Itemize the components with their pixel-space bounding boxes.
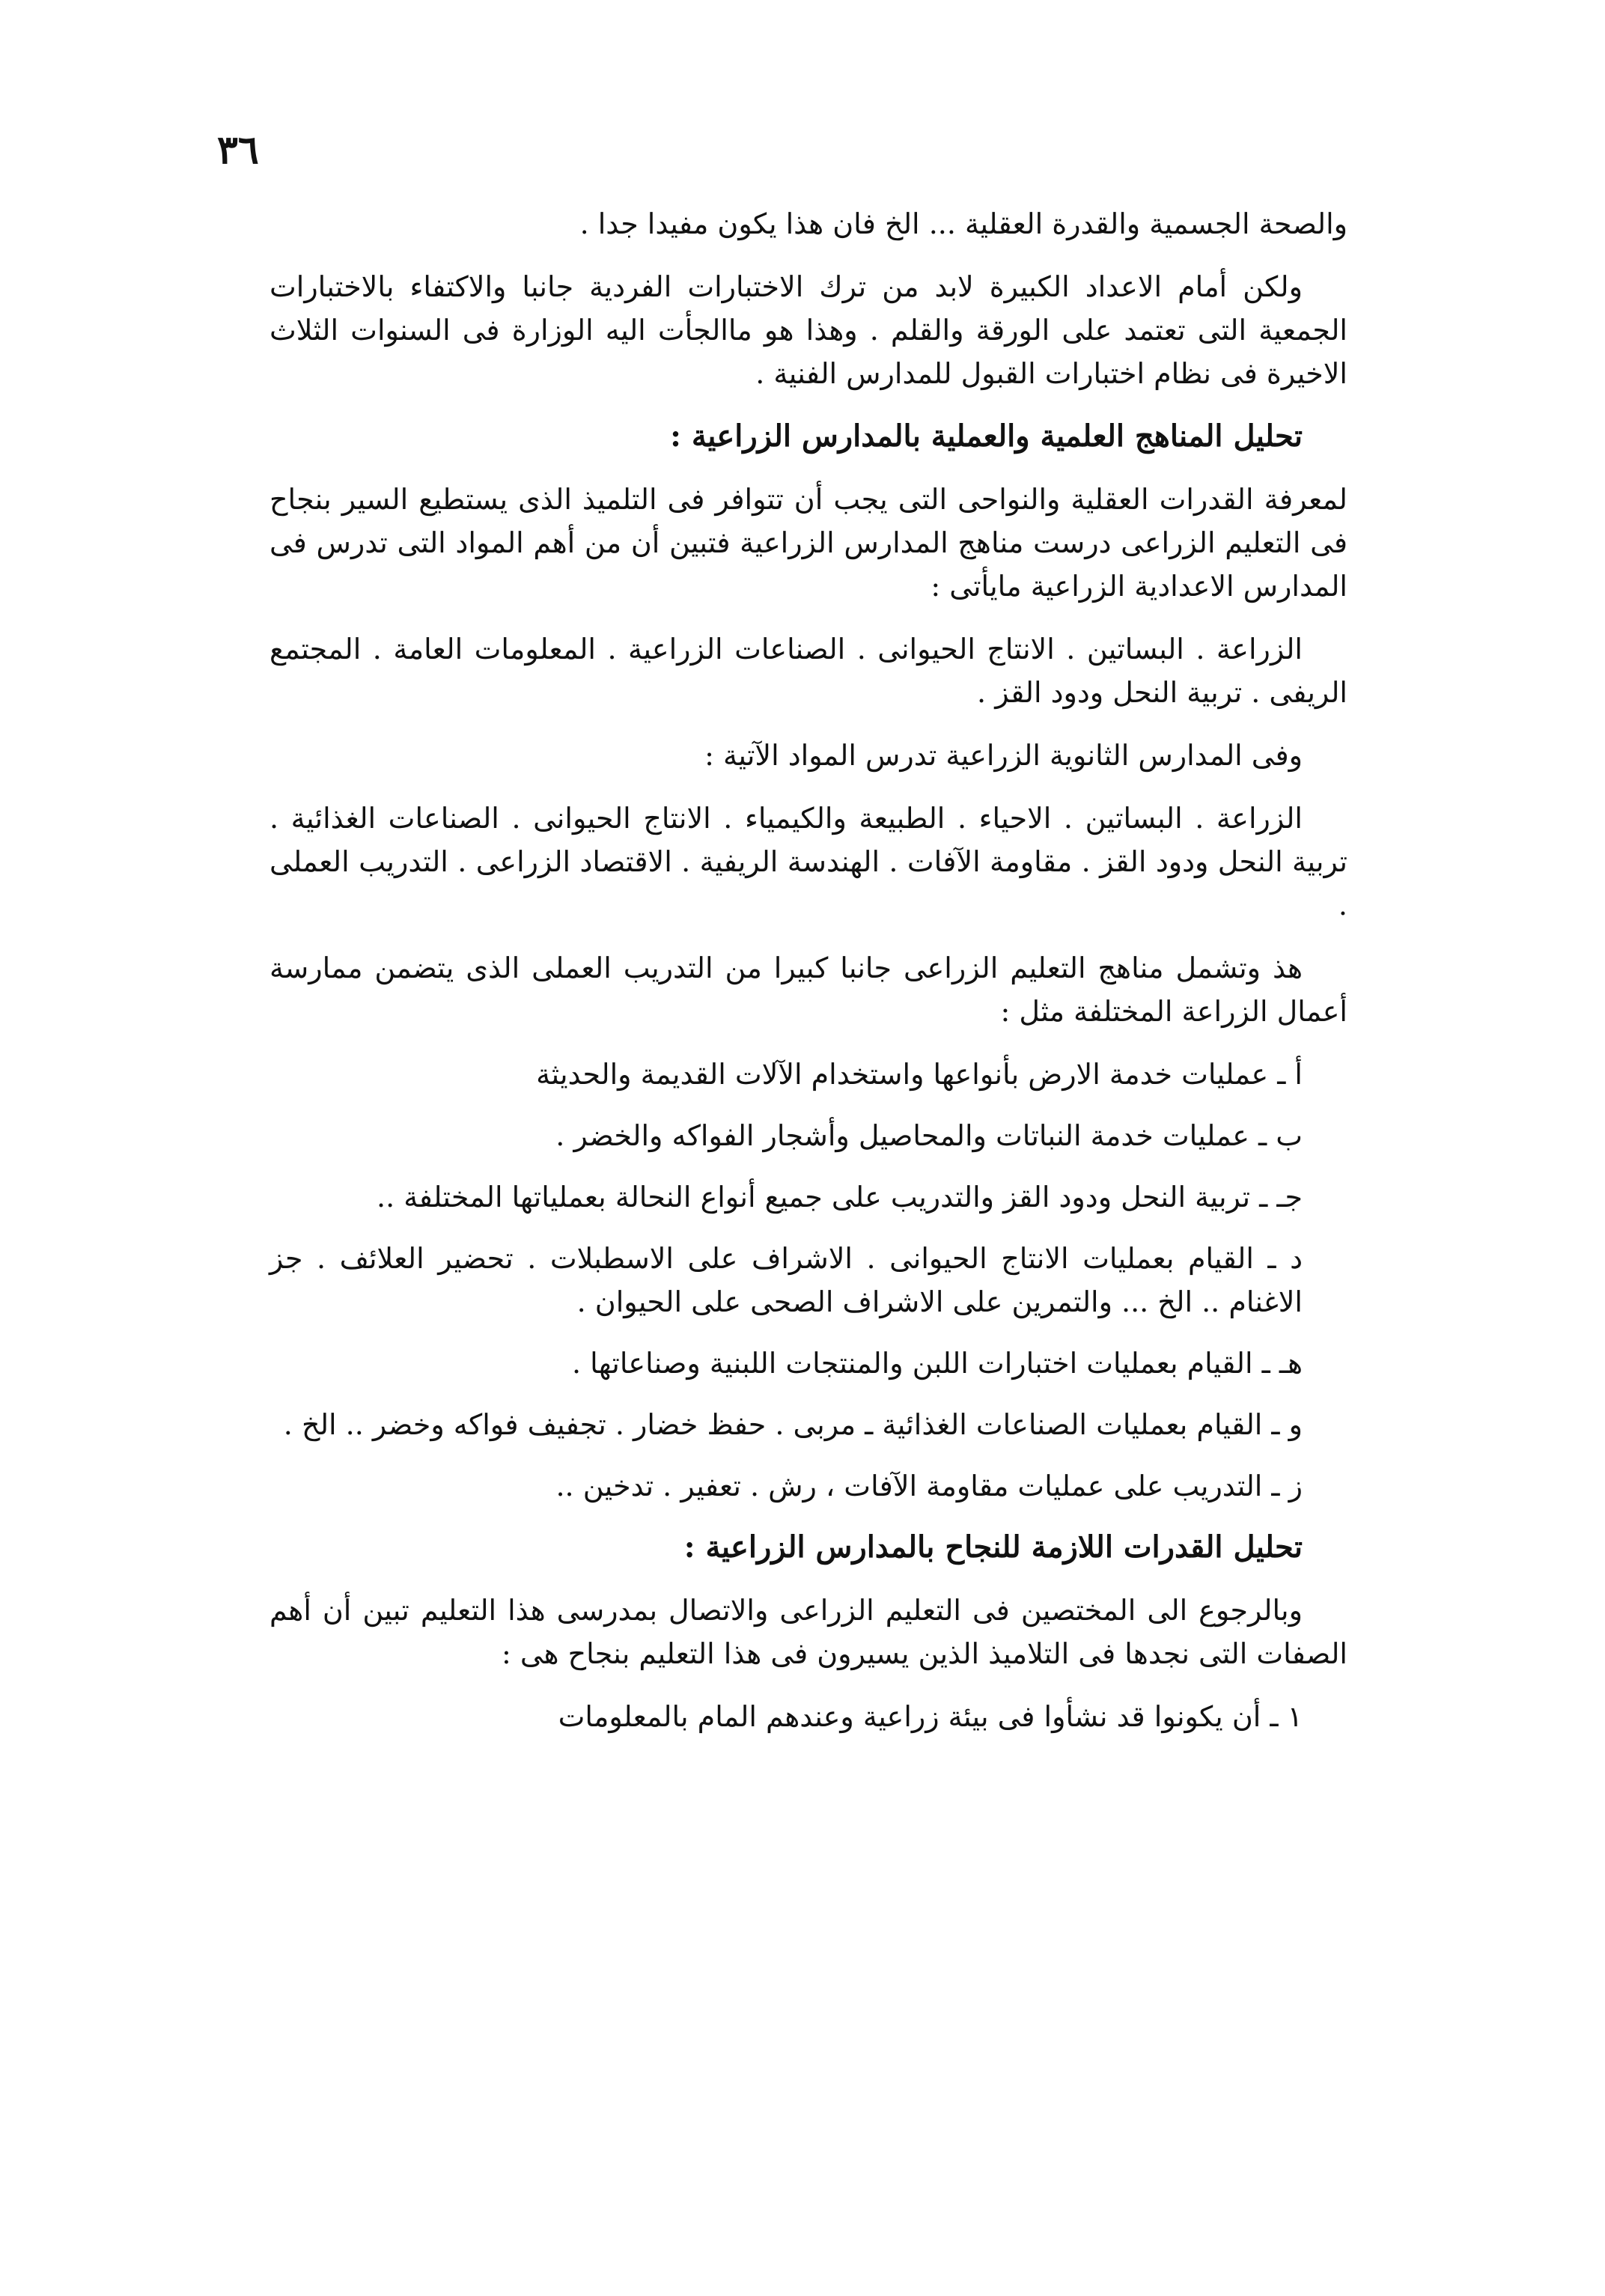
list-item: ب ـ عمليات خدمة النباتات والمحاصيل وأشجار الفواكه والخضر . — [555, 1119, 1303, 1152]
paragraph: الزراعة . البساتين . الاحياء . الطبيعة والكيمياء . الانتاج الحيوانى . الصناعات الغذائية . تربية النحل ودود القز . مقاومة الآفات . الهندسة الريفية . الاقتصاد الزراعى . التدريب العملى . — [269, 802, 1347, 922]
list-item: هـ ـ القيام بعمليات اختبارات اللبن والمنتجات اللبنية وصناعاتها . — [572, 1347, 1303, 1380]
list-item: جـ ـ تربية النحل ودود القز والتدريب على جميع أنواع النحالة بعملياتها المختلفة .. — [376, 1181, 1303, 1214]
paragraph: وفى المدارس الثانوية الزراعية تدرس المواد الآتية : — [704, 739, 1303, 772]
paragraph: وبالرجوع الى المختصين فى التعليم الزراعى والاتصال بمدرسى هذا التعليم تبين أن أهم الصفات التى نجدها فى التلاميذ الذين يسيرون فى هذا التعليم بنجاح هى : — [269, 1594, 1347, 1670]
paragraph: والصحة الجسمية والقدرة العقلية ... الخ فان هذا يكون مفيدا جدا . — [579, 207, 1347, 240]
paragraph: هذ وتشمل مناهج التعليم الزراعى جانبا كبيرا من التدريب العملى الذى يتضمن ممارسة أعمال الزراعة المختلفة مثل : — [269, 951, 1347, 1028]
paragraph: لمعرفة القدرات العقلية والنواحى التى يجب أن تتوافر فى التلميذ الذى يستطيع السير بنجاح فى التعليم الزراعى درست مناهج المدارس الزراعية فتبين أن من أهم المواد التى تدرس فى المدارس الاعدادية الزراعية مايأتى : — [269, 483, 1347, 603]
paragraph: الزراعة . البساتين . الانتاج الحيوانى . الصناعات الزراعية . المعلومات العامة . المجتمع الريفى . تربية النحل ودود القز . — [269, 633, 1347, 709]
list-item: د ـ القيام بعمليات الانتاج الحيوانى . الاشراف على الاسطبلات . تحضير العلائف . جز الاغنام .. الخ ... والتمرين على الاشراف الصحى على الحيوان . — [269, 1242, 1303, 1318]
list-item: و ـ القيام بعمليات الصناعات الغذائية ـ مربى . حفظ خضار . تجفيف فواكه وخضر .. الخ . — [283, 1408, 1303, 1441]
list-item: ز ـ التدريب على عمليات مقاومة الآفات ، رش . تعفير . تدخين .. — [555, 1470, 1303, 1502]
list-item: أ ـ عمليات خدمة الارض بأنواعها واستخدام الآلات القديمة والحديثة — [536, 1058, 1303, 1091]
page-body — [269, 202, 1347, 1756]
paragraph: ولكن أمام الاعداد الكبيرة لابد من ترك الاختبارات الفردية جانبا والاكتفاء بالاختبارات الجمعية التى تعتمد على الورقة والقلم . وهذا هو ماالجأت اليه الوزارة فى السنوات الثلاث الاخيرة فى نظام اختبارات القبول للمدارس الفنية . — [269, 270, 1347, 390]
section-heading: تحليل المناهج العلمية والعملية بالمدارس الزراعية : — [670, 418, 1303, 454]
list-item: ١ ـ أن يكونوا قد نشأوا فى بيئة زراعية وعندهم المام بالمعلومات — [558, 1700, 1303, 1733]
section-heading: تحليل القدرات اللازمة للنجاح بالمدارس الزراعية : — [683, 1529, 1303, 1565]
page-number: ٣٦ — [217, 127, 259, 173]
